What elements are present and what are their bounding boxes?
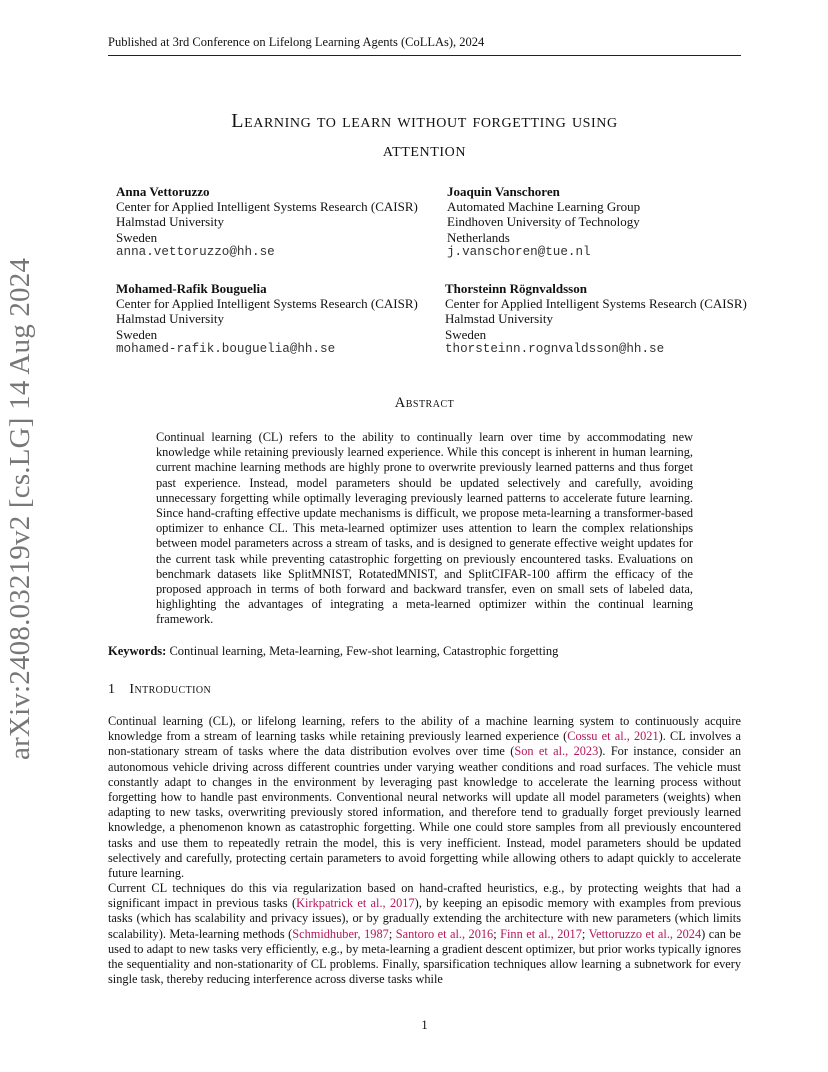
- author-country: Sweden: [116, 326, 158, 342]
- author-block-4: [445, 281, 747, 357]
- citation-link[interactable]: Vettoruzzo et al., 2024: [588, 926, 702, 941]
- author-name: Thorsteinn Rögnvaldsson: [445, 281, 587, 296]
- keywords-label: Keywords:: [108, 644, 167, 658]
- author-affiliation: Center for Applied Intelligent Systems Research (CAISR): [116, 296, 418, 312]
- citation-link[interactable]: Kirkpatrick et al., 2017: [296, 896, 415, 911]
- author-country: Sweden: [445, 326, 487, 342]
- text-run: Current CL techniques do this via regularization based on hand-crafted heuristics, e.g., by protecting weights that had a significant impact in previous tasks (: [108, 881, 741, 911]
- author-block-1: [116, 184, 418, 260]
- text-run: ). CL involves a non-stationary stream of tasks where the data distribution evolves over time (: [108, 729, 741, 759]
- title-line-2: attention: [382, 139, 467, 161]
- running-header: Published at 3rd Conference on Lifelong Learning Agents (CoLLAs), 2024: [108, 35, 741, 56]
- arxiv-identifier-stamp[interactable]: arXiv:2408.03219v2 [cs.LG] 14 Aug 2024: [4, 257, 36, 760]
- author-email[interactable]: anna.vettoruzzo@hh.se: [116, 244, 275, 259]
- intro-paragraph-2: [108, 881, 741, 987]
- author-affiliation: Automated Machine Learning Group: [447, 199, 641, 215]
- text-run: ), by keeping an episodic memory with examples from previous tasks (which has scalability and privacy issues), or by gradually extending the architecture with new parameters (which limits scalability). Meta-learning methods (: [108, 896, 741, 941]
- intro-paragraph-1: [108, 714, 741, 881]
- author-block-3: [116, 281, 418, 357]
- page-number: 1: [421, 1017, 428, 1032]
- author-affiliation: Center for Applied Intelligent Systems Research (CAISR): [116, 199, 418, 215]
- keywords-list: Continual learning, Meta-learning, Few-shot learning, Catastrophic forgetting: [169, 644, 559, 658]
- author-university: Halmstad University: [116, 214, 224, 230]
- abstract-text: Continual learning (CL) refers to the ability to continually learn over time by accommodating new knowledge while retaining previously learned experience. While this concept is inherent in human learning, current machine learning methods are highly prone to overwrite previously learned patterns and thus forget past experience. Instead, model parameters should be updated selectively and carefully, avoiding unnecessary forgetting while optimally leveraging previously learned patterns to accelerate future learning. Since hand-crafting effective update mechanisms is difficult, we propose meta-learning a transformer-based optimizer to enhance CL. This meta-learned optimizer uses attention to learn the complex relationships between model parameters across a stream of tasks, and is designed to generate effective weight updates for the current task while preventing catastrophic forgetting on previously encountered tasks. Evaluations on benchmark datasets like SplitMNIST, RotatedMNIST, and SplitCIFAR-100 affirm the efficacy of the proposed approach in terms of both forward and backward transfer, even on small sets of labeled data, highlighting the advantages of integrating a meta-learned optimizer within the continual learning framework.: [156, 430, 693, 627]
- author-country: Netherlands: [447, 229, 510, 245]
- paper-title: [108, 107, 741, 165]
- author-affiliation: Center for Applied Intelligent Systems Research (CAISR): [445, 296, 747, 312]
- separator: ;: [388, 926, 396, 941]
- text-run: Continual learning (CL), or lifelong learning, refers to the ability of a machine learning system to continuously acquire knowledge from a stream of learning tasks while retaining previously learned experience (: [108, 714, 741, 744]
- section-title: Introduction: [129, 682, 212, 697]
- author-email[interactable]: j.vanschoren@tue.nl: [447, 244, 591, 259]
- abstract-heading: Abstract: [394, 395, 455, 411]
- author-name: Joaquin Vanschoren: [447, 184, 560, 199]
- section-number: 1: [108, 682, 116, 697]
- citation-link[interactable]: Schmidhuber, 1987: [292, 926, 389, 941]
- author-email[interactable]: thorsteinn.rognvaldsson@hh.se: [445, 341, 665, 356]
- section-heading-introduction: [108, 682, 211, 698]
- author-university: Halmstad University: [445, 311, 553, 327]
- citation-link[interactable]: Son et al., 2023: [514, 744, 599, 759]
- separator: ;: [581, 926, 589, 941]
- author-university: Eindhoven University of Technology: [447, 214, 640, 230]
- citation-link[interactable]: Santoro et al., 2016: [395, 926, 494, 941]
- author-university: Halmstad University: [116, 311, 224, 327]
- author-country: Sweden: [116, 229, 158, 245]
- author-block-2: [447, 184, 640, 260]
- citation-link[interactable]: Finn et al., 2017: [500, 926, 582, 941]
- title-line-1: Learning to learn without forgetting using: [231, 110, 618, 132]
- author-name: Mohamed-Rafik Bouguelia: [116, 281, 267, 296]
- keywords-line: [108, 644, 741, 659]
- separator: ;: [493, 926, 501, 941]
- author-email[interactable]: mohamed-rafik.bouguelia@hh.se: [116, 341, 336, 356]
- text-run: ) can be used to adapt to new tasks very efficiently, e.g., by meta-learning a gradient descent optimizer, but prior works typically ignores the sequentiality and non-stationarity of CL problems. Finally, sparsification techniques allow learning a subnetwork for every single task, thereby reducing interference across diverse tasks while: [108, 926, 741, 987]
- text-run: ). For instance, consider an autonomous vehicle driving across different countries under varying weather conditions and road surfaces. The vehicle must constantly adapt to changes in the environment by leveraging past knowledge to accelerate the learning process without forgetting how to handle past environments. Conventional neural networks will update all model parameters (weights) when adapting to new tasks, overwriting previously stored information, and therefore tend to gradually forget previously learned knowledge, a phenomenon known as catastrophic forgetting. While one could store samples from all previously encountered tasks and use them to repeatedly retrain the model, this is very inefficient. Instead, model parameters should be updated selectively and carefully, protecting certain parameters to avoid forgetting while allowing others to adapt quickly to accelerate future learning.: [108, 744, 741, 881]
- author-name: Anna Vettoruzzo: [116, 184, 210, 199]
- citation-link[interactable]: Cossu et al., 2021: [567, 729, 659, 744]
